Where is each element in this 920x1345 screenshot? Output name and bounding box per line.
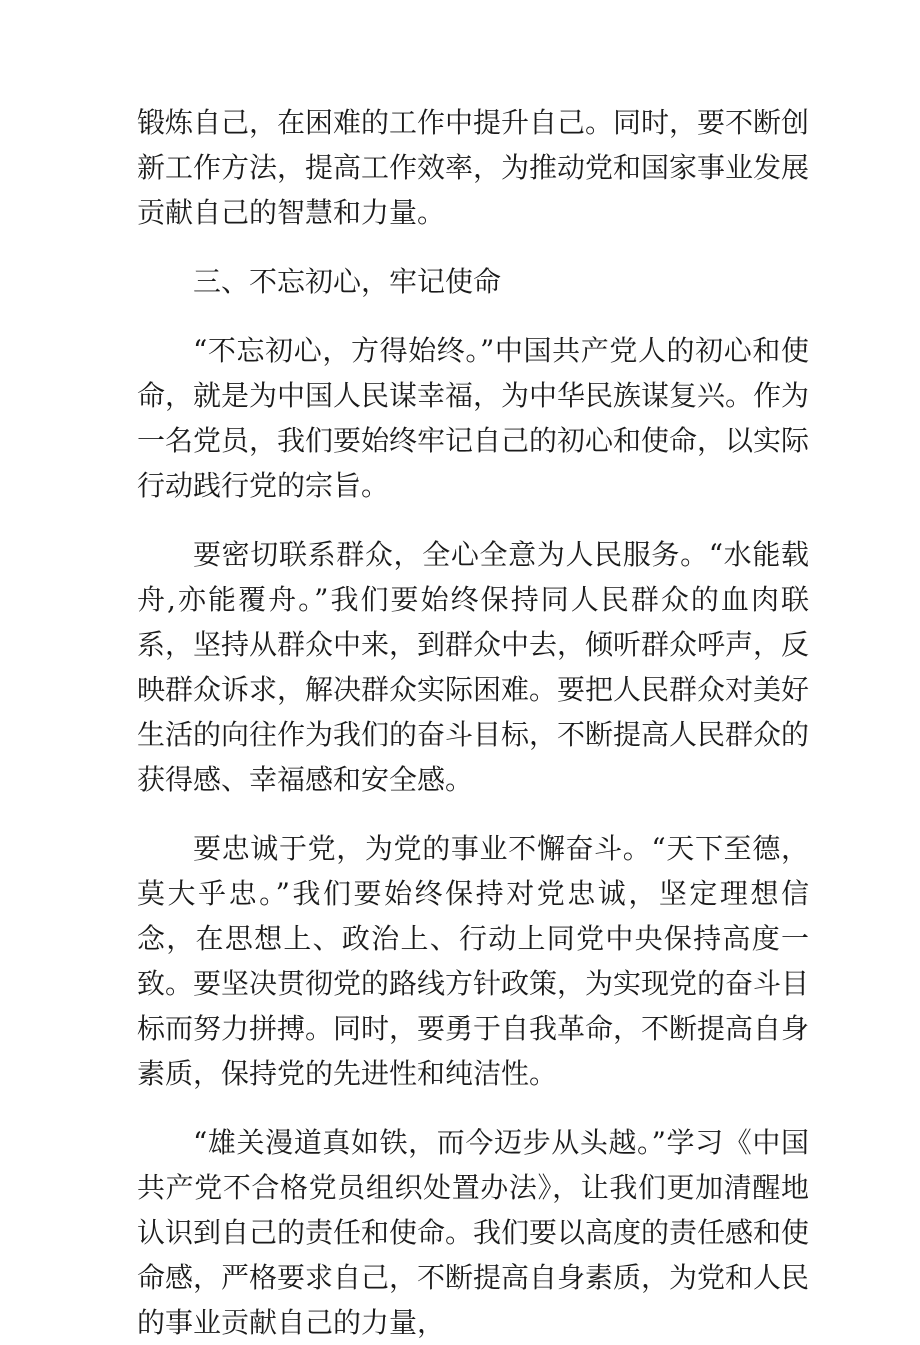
paragraph-loyalty: 要忠诚于党，为党的事业不懈奋斗。“天下至德，莫大乎忠。”我们要始终保持对党忠诚，坚定理想信念，在思想上、政治上、行动上同党中央保持高度一致。要坚决贯彻党的路线方针政策，为实现党的奋斗目标而努力拼搏。同时，要勇于自我革命，不断提高自身素质，保持党的先进性和纯洁性。 xyxy=(137,832,810,1090)
paragraph-serve-people: 要密切联系群众，全心全意为人民服务。“水能载舟,亦能覆舟。”我们要始终保持同人民群众的血肉联系，坚持从群众中来，到群众中去，倾听群众呼声，反映群众诉求，解决群众实际困难。要把人民群众对美好生活的向往作为我们的奋斗目标，不断提高人民群众的获得感、幸福感和安全感。 xyxy=(137,538,810,796)
section-heading: 三、不忘初心，牢记使命 xyxy=(193,265,502,298)
paragraph-conclusion: “雄关漫道真如铁，而今迈步从头越。”学习《中国共产党不合格党员组织处置办法》，让我们更加清醒地认识到自己的责任和使命。我们要以高度的责任感和使命感，严格要求自己，不断提高自身素质，为党和人民的事业贡献自己的力量， xyxy=(137,1126,810,1339)
document-page xyxy=(137,100,809,1345)
paragraph-continuation: 锻炼自己，在困难的工作中提升自己。同时，要不断创新工作方法，提高工作效率，为推动党和国家事业发展贡献自己的智慧和力量。 xyxy=(137,106,810,229)
paragraph-initial-mission: “不忘初心，方得始终。”中国共产党人的初心和使命，就是为中国人民谋幸福，为中华民族谋复兴。作为一名党员，我们要始终牢记自己的初心和使命，以实际行动践行党的宗旨。 xyxy=(137,334,810,502)
